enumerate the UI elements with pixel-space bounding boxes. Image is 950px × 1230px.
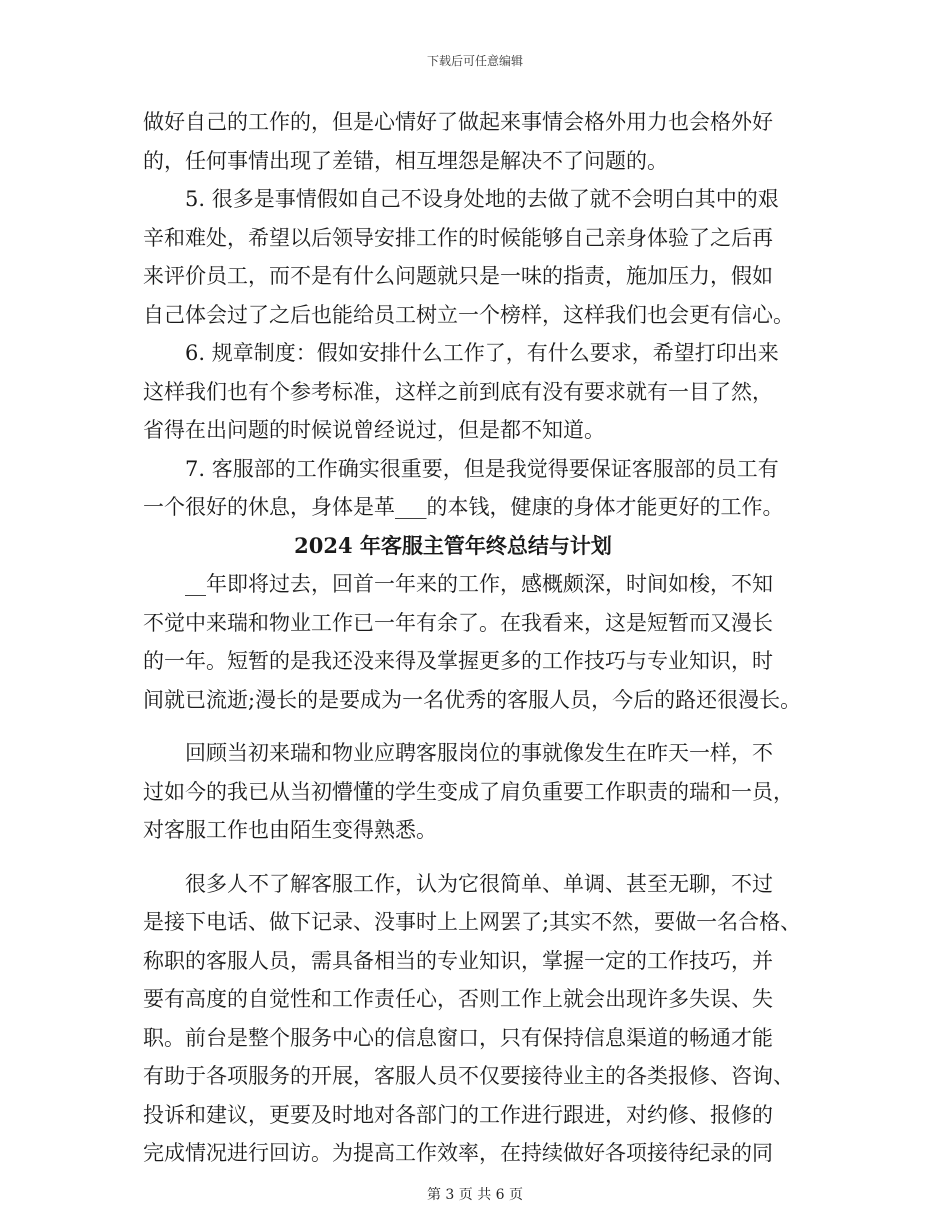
text-line: 对客服工作也由陌生变得熟悉。	[143, 818, 437, 842]
text-line: 称职的客服人员，需具备相当的专业知识，掌握一定的工作技巧，并	[143, 948, 773, 973]
text-line: 投诉和建议，更要及时地对各部门的工作进行跟进，对约修、报修的	[143, 1102, 773, 1127]
paragraph-start: 很多人不了解客服工作，认为它很简单、单调、甚至无聊，不过	[185, 871, 773, 896]
paragraph-start: __年即将过去，回首一年来的工作，感概颇深，时间如梭，不知	[185, 572, 773, 596]
text-line: 的一年。短暂的是我还没来得及掌握更多的工作技巧与专业知识，时	[143, 649, 773, 673]
text-line: 过如今的我已从当初懵懂的学生变成了肩负重要工作职责的瑞和一员，	[143, 779, 794, 804]
page-header: 下载后可任意编辑	[426, 54, 523, 68]
text-line: 有助于各项服务的开展，客服人员不仅要接待业主的各类报修、咨询、	[143, 1064, 794, 1088]
section-title: 2024 年客服主管年终总结与计划	[294, 532, 612, 558]
text-line: 职。前台是整个服务中心的信息窗口，只有保持信息渠道的畅通才能	[143, 1025, 773, 1050]
text-line: 是接下电话、做下记录、没事时上上网罢了;其实不然，要做一名合格、	[143, 910, 802, 934]
text-line: 辛和难处，希望以后领导安排工作的时候能够自己亲身体验了之后再	[143, 225, 773, 250]
text-line: 自己体会过了之后也能给员工树立一个榜样，这样我们也会更有信心。	[143, 302, 794, 327]
paragraph-start: 回顾当初来瑞和物业应聘客服岗位的事就像发生在昨天一样，不	[185, 741, 773, 765]
text-line: 做好自己的工作的，但是心情好了做起来事情会格外用力也会格外好	[143, 110, 773, 134]
text-line: 不觉中来瑞和物业工作已一年有余了。在我看来，这是短暂而又漫长	[143, 610, 773, 635]
list-item-7: 7. 客服部的工作确实很重要，但是我觉得要保证客服部的员工有	[185, 456, 779, 481]
text-line: 间就已流逝;漫长的是要成为一名优秀的客服人员，今后的路还很漫长。	[143, 687, 802, 712]
text-line: 来评价员工，而不是有什么问题就只是一味的指责，施加压力，假如	[143, 264, 773, 288]
page-number: 第 3 页 共 6 页	[426, 1187, 524, 1203]
document-body	[143, 103, 823, 1173]
text-line: 的，任何事情出现了差错，相互埋怨是解决不了问题的。	[143, 148, 668, 173]
text-line: 完成情况进行回访。为提高工作效率，在持续做好各项接待纪录的同	[143, 1141, 773, 1165]
list-item-6: 6. 规章制度：假如安排什么工作了，有什么要求，希望打印出来	[185, 341, 779, 365]
text-line: 省得在出问题的时候说曾经说过，但是都不知道。	[143, 418, 605, 442]
text-line: 一个很好的休息，身体是革___的本钱，健康的身体才能更好的工作。	[143, 495, 784, 519]
list-item-5: 5. 很多是事情假如自己不设身处地的去做了就不会明白其中的艰	[185, 187, 779, 211]
text-line: 要有高度的自觉性和工作责任心，否则工作上就会出现许多失误、失	[143, 987, 773, 1011]
text-line: 这样我们也有个参考标准，这样之前到底有没有要求就有一目了然，	[143, 379, 773, 404]
